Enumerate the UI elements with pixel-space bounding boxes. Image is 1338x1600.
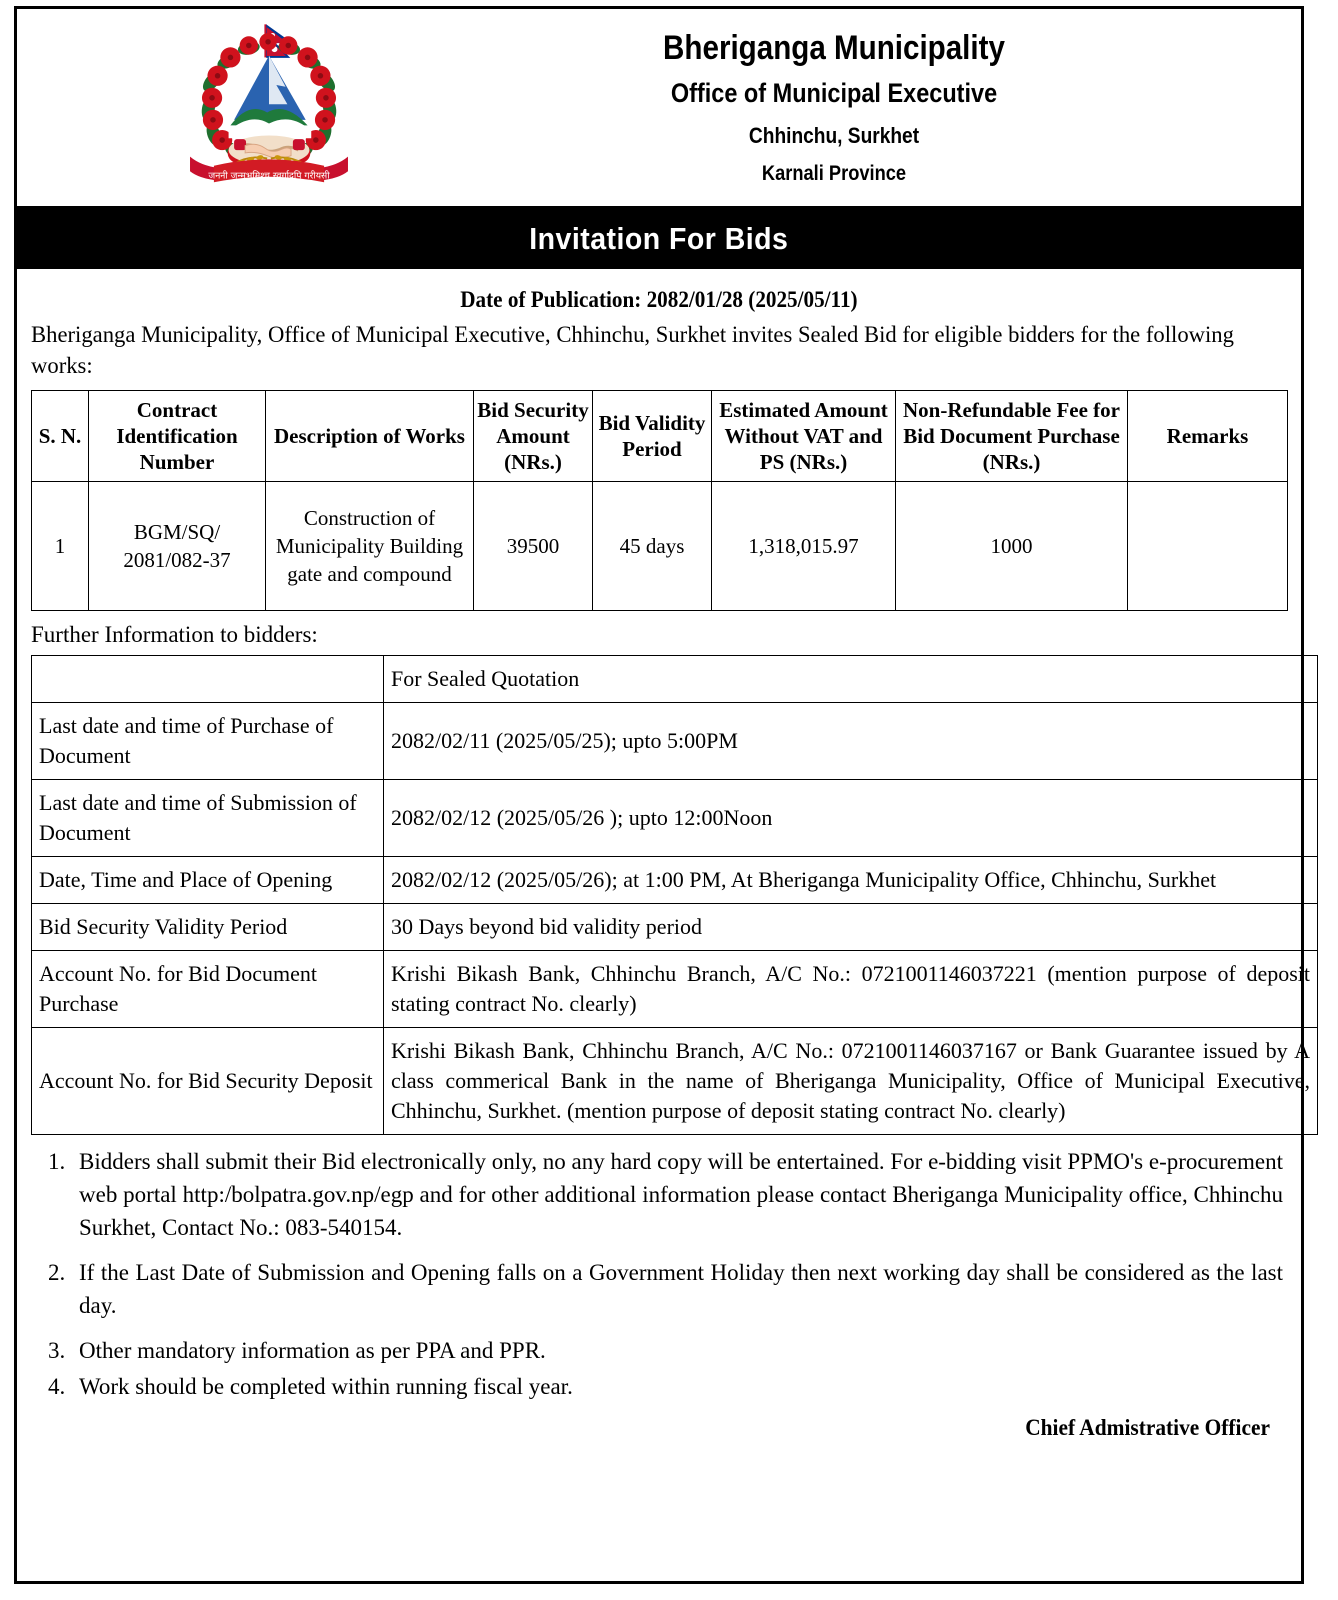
page-title: Invitation For Bids xyxy=(529,220,789,256)
svg-text:जननी जन्मभूमिश्च स्वर्गादपि गर: जननी जन्मभूमिश्च स्वर्गादपि गरीयसी xyxy=(208,170,330,182)
info-label-purchase-date: Last date and time of Purchase of Document xyxy=(32,703,384,780)
info-value-bid-security-validity: 30 Days beyond bid validity period xyxy=(384,904,1318,951)
cell-description: Construction of Municipality Building gate and compound xyxy=(266,482,474,611)
list-item xyxy=(32,904,1318,951)
th-estimated-amount: Estimated Amount Without VAT and PS (NRs.) xyxy=(712,391,896,482)
info-header-right: For Sealed Quotation xyxy=(384,656,1318,703)
info-value-account-security: Krishi Bikash Bank, Chhinchu Branch, A/C No.: 0721001146037167 or Bank Guarantee issued by A class commerical Bank in the name of Bheriganga Municipality, Office of Municipal Executive, Chhinchu, Surkhet. (mention purpose of deposit stating contract No. clearly) xyxy=(384,1028,1318,1135)
cell-sn: 1 xyxy=(32,482,89,611)
cell-remarks xyxy=(1128,482,1288,611)
notes-list xyxy=(31,1145,1287,1403)
th-bid-validity: Bid Validity Period xyxy=(593,391,712,482)
cell-bid-security: 39500 xyxy=(474,482,593,611)
list-item xyxy=(32,857,1318,904)
note-item-2: 2. If the Last Date of Submission and Opening falls on a Government Holiday then next working day shall be considered as the last day. xyxy=(71,1256,1283,1322)
note-item-3: 3. Other mandatory information as per PPA and PPR. xyxy=(71,1334,1283,1367)
cell-contract-id: BGM/SQ/ 2081/082-37 xyxy=(89,482,266,611)
mountain-range xyxy=(229,56,312,139)
list-item xyxy=(32,780,1318,857)
info-label-submission-date: Last date and time of Submission of Document xyxy=(32,780,384,857)
th-remarks: Remarks xyxy=(1128,391,1288,482)
publication-date-text: Date of Publication: 2082/01/28 (2025/05/11) xyxy=(460,287,858,312)
office-province: Karnali Province xyxy=(761,162,907,185)
header-text-block xyxy=(436,25,1231,193)
info-value-opening: 2082/02/12 (2025/05/26); at 1:00 PM, At Bheriganga Municipality Office, Chhinchu, Surkhet xyxy=(384,857,1318,904)
signatory-title: Chief Admistrative Officer xyxy=(1025,1415,1270,1440)
nepal-national-emblem-icon xyxy=(177,17,361,197)
info-label-account-security: Account No. for Bid Security Deposit xyxy=(32,1028,384,1135)
list-item xyxy=(32,1028,1318,1135)
office-location: Chhinchu, Surkhet xyxy=(748,123,920,148)
list-item xyxy=(32,703,1318,780)
publication-date xyxy=(31,287,1287,313)
document-header xyxy=(17,9,1301,208)
further-information-table xyxy=(31,655,1318,1135)
info-label-account-document: Account No. for Bid Document Purchase xyxy=(32,951,384,1028)
table-row xyxy=(32,482,1288,611)
info-header-row xyxy=(32,656,1318,703)
motto-ribbon xyxy=(190,157,348,183)
th-document-fee: Non-Refundable Fee for Bid Document Purchase (NRs.) xyxy=(896,391,1128,482)
th-contract-id: Contract Identification Number xyxy=(89,391,266,482)
document-body xyxy=(17,287,1310,1441)
office-name: Office of Municipal Executive xyxy=(670,78,998,108)
note-item-1: 1. Bidders shall submit their Bid electronically only, no any hard copy will be entertained. For e-bidding visit PPMO's e-procurement web portal http:/bolpatra.gov.np/egp and for other additional information please contact Bheriganga Municipality office, Chhinchu Surkhet, Contact No.: 083-540154. xyxy=(71,1145,1283,1244)
works-table xyxy=(31,390,1288,611)
list-item xyxy=(32,951,1318,1028)
info-header-left xyxy=(32,656,384,703)
further-information-heading: Further Information to bidders: xyxy=(31,622,318,647)
note-item-4: 4. Work should be completed within running fiscal year. xyxy=(71,1370,1283,1403)
signature-block xyxy=(31,1415,1287,1441)
th-description: Description of Works xyxy=(266,391,474,482)
organization-name: Bheriganga Municipality xyxy=(663,29,1005,67)
invitation-title-band xyxy=(17,208,1301,269)
info-value-purchase-date: 2082/02/11 (2025/05/25); upto 5:00PM xyxy=(384,703,1318,780)
intro-paragraph: Bheriganga Municipality, Office of Municipal Executive, Chhinchu, Surkhet invites Sealed Bid for eligible bidders for the following works: xyxy=(31,322,1234,378)
th-sn: S. N. xyxy=(32,391,89,482)
works-table-header-row xyxy=(32,391,1288,482)
info-value-account-document: Krishi Bikash Bank, Chhinchu Branch, A/C No.: 0721001146037221 (mention purpose of deposit stating contract No. clearly) xyxy=(384,951,1318,1028)
info-value-submission-date: 2082/02/12 (2025/05/26 ); upto 12:00Noon xyxy=(384,780,1318,857)
info-label-bid-security-validity: Bid Security Validity Period xyxy=(32,904,384,951)
th-bid-security: Bid Security Amount (NRs.) xyxy=(474,391,593,482)
document-page xyxy=(14,6,1310,1584)
cell-estimated-amount: 1,318,015.97 xyxy=(712,482,896,611)
cell-document-fee: 1000 xyxy=(896,482,1128,611)
cell-bid-validity: 45 days xyxy=(593,482,712,611)
info-label-opening: Date, Time and Place of Opening xyxy=(32,857,384,904)
